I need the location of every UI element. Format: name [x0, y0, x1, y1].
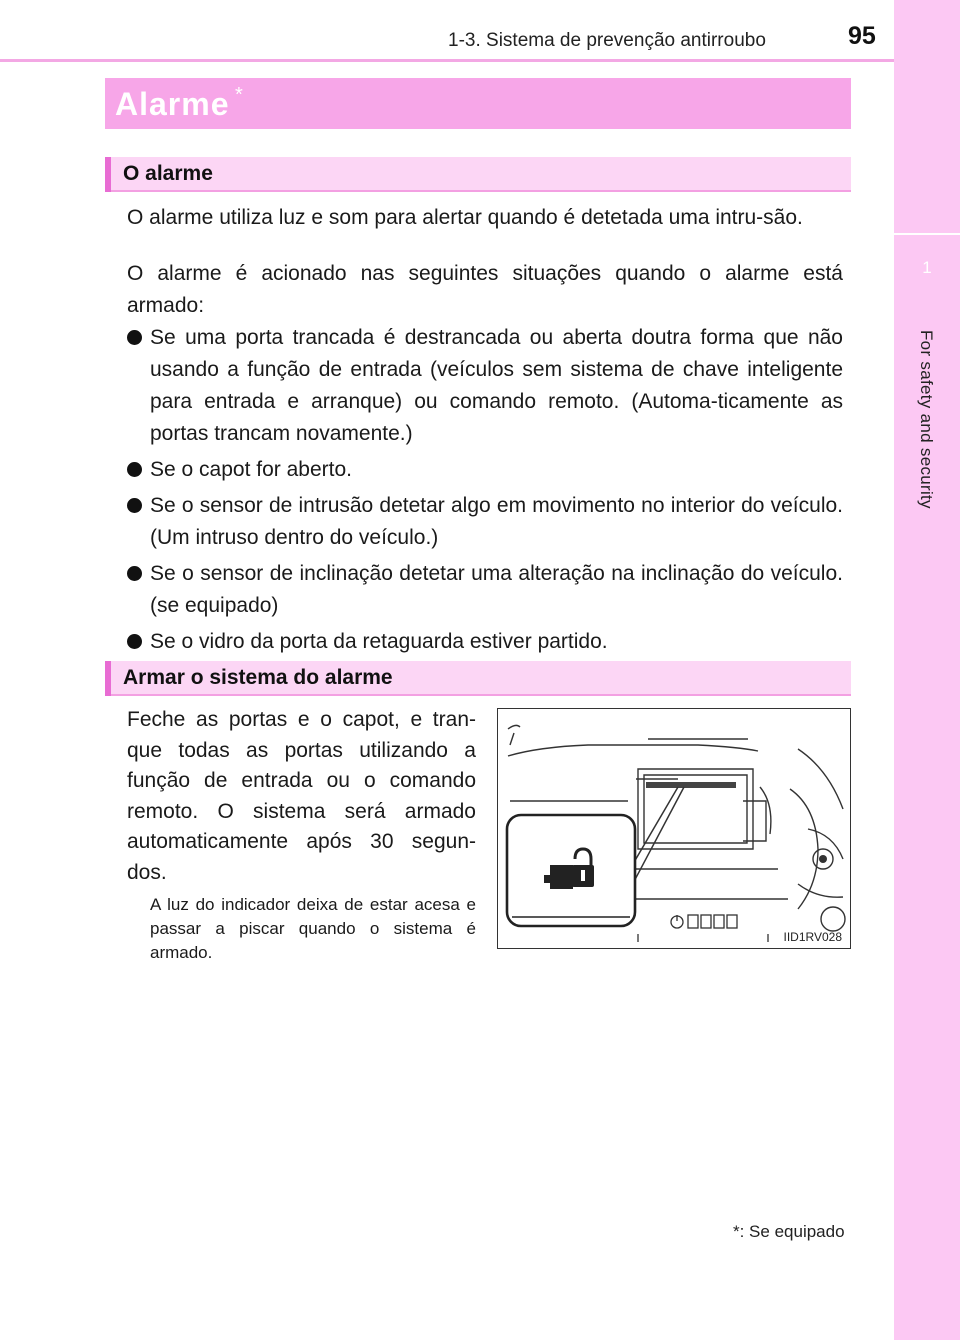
footnote: *: Se equipado: [733, 1222, 845, 1241]
dashboard-drawing: [498, 709, 850, 948]
list-item-text: Se o vidro da porta da retaguarda estiver partido.: [150, 630, 608, 653]
bullet-icon: [127, 566, 142, 581]
running-head: 1-3. Sistema de prevenção antirroubo: [448, 30, 766, 51]
page-number: 95: [848, 22, 876, 50]
indicator-note: A luz do indicador deixa de estar acesa e passar a piscar quando o sistema é armado.: [150, 895, 476, 962]
title-asterisk: *: [235, 84, 243, 106]
page-title: Alarme: [115, 86, 230, 122]
chapter-tab: [894, 0, 960, 1340]
bullet-icon: [127, 498, 142, 513]
intro-paragraph-2: O alarme é acionado nas seguintes situações quando o alarme está armado:: [127, 262, 843, 317]
chapter-name: For safety and security: [917, 330, 936, 509]
list-item: [127, 626, 843, 658]
list-item-text: Se o sensor de inclinação detetar uma alteração na inclinação do veículo. (se equipado): [150, 562, 843, 617]
title-bar: [105, 78, 851, 129]
list-item-text: Se o capot for aberto.: [150, 458, 352, 481]
dashboard-illustration: [497, 708, 851, 949]
figure-id: IID1RV028: [783, 930, 842, 944]
section-title: O alarme: [123, 162, 213, 185]
section-title: Armar o sistema do alarme: [123, 666, 393, 689]
section-heading-arm: [105, 661, 851, 696]
list-item: [127, 558, 843, 622]
arm-instructions: Feche as portas e o capot, e tran-que todas as portas utilizando a função de entrada ou o comando remoto. O sistema será armado automaticamente após 30 segun-dos.: [127, 708, 476, 884]
chapter-number: 1: [922, 258, 932, 277]
security-indicator-lock-icon: [507, 815, 635, 926]
list-item: [127, 490, 843, 554]
list-item: [127, 454, 843, 486]
trigger-list: [127, 322, 843, 662]
header-rule: [0, 59, 894, 62]
bullet-icon: [127, 330, 142, 345]
bullet-icon: [127, 462, 142, 477]
bullet-icon: [127, 634, 142, 649]
intro-paragraph-1: O alarme utiliza luz e som para alertar quando é detetada uma intru-são.: [127, 206, 803, 229]
list-item-text: Se uma porta trancada é destrancada ou aberta doutra forma que não usando a função de entrada (veículos sem sistema de chave inteligente para entrada e arranque) ou comando remoto. (Automa-ticamente as portas trancam novamente.): [150, 326, 843, 445]
list-item-text: Se o sensor de intrusão detetar algo em movimento no interior do veículo. (Um intruso dentro do veículo.): [150, 494, 843, 549]
list-item: [127, 322, 843, 450]
tab-divider: [894, 233, 960, 235]
section-heading-alarm: [105, 157, 851, 192]
dashboard-buttons-icon: [638, 915, 768, 942]
